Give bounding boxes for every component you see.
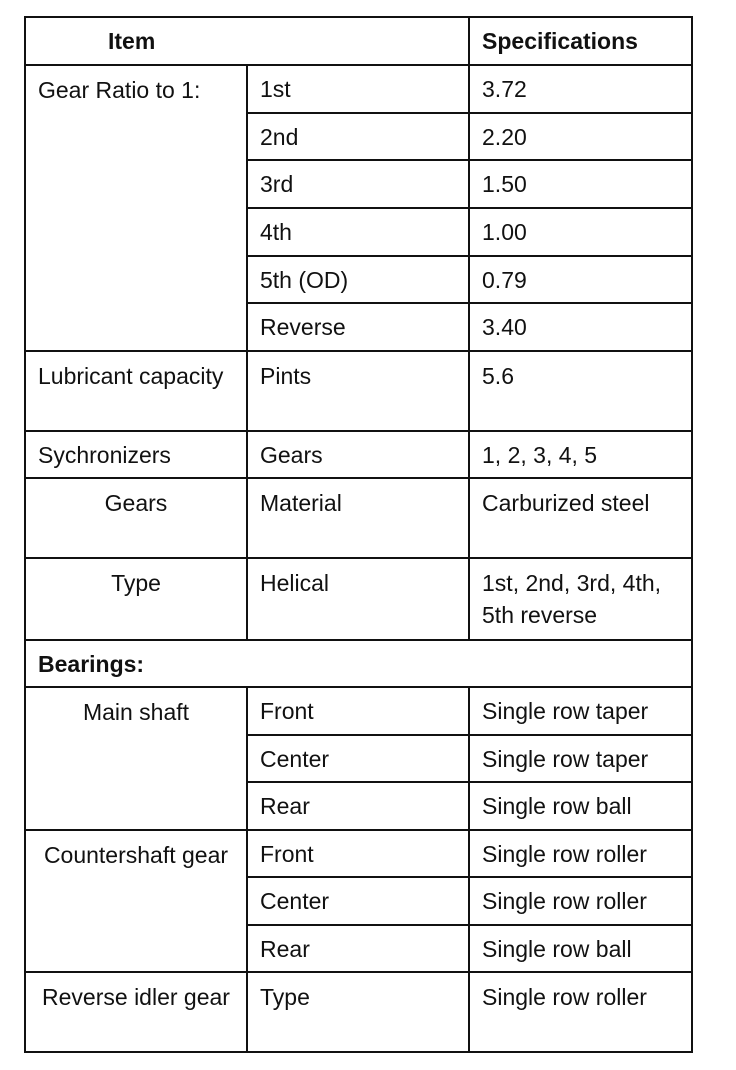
gear-ratio-value: 3.72 — [469, 65, 692, 113]
bearings-heading: Bearings: — [25, 640, 692, 687]
table-row — [25, 830, 692, 877]
header-item: Item — [25, 17, 469, 65]
main-shaft-label: Main shaft — [25, 687, 247, 830]
bearing-position: Front — [247, 687, 469, 735]
header-specifications: Specifications — [469, 17, 692, 65]
gear-ratio-name: 5th (OD) — [247, 256, 469, 303]
gear-ratio-name: Reverse — [247, 303, 469, 351]
gears-value: Carburized steel — [469, 478, 692, 558]
synchronizers-value: 1, 2, 3, 4, 5 — [469, 431, 692, 478]
header-row — [25, 17, 692, 65]
reverse-idler-label: Reverse idler gear — [25, 972, 247, 1052]
specifications-table — [24, 16, 693, 1053]
gear-ratio-name: 2nd — [247, 113, 469, 160]
bearing-position: Center — [247, 735, 469, 782]
table-row — [25, 431, 692, 478]
bearing-type: Single row ball — [469, 925, 692, 972]
gear-ratio-name: 3rd — [247, 160, 469, 208]
gear-ratio-value: 1.00 — [469, 208, 692, 256]
lubricant-unit: Pints — [247, 351, 469, 431]
gear-ratio-label: Gear Ratio to 1: — [25, 65, 247, 351]
synchronizers-label: Sychronizers — [25, 431, 247, 478]
bearing-type: Single row ball — [469, 782, 692, 830]
bearing-position: Front — [247, 830, 469, 877]
type-value: 1st, 2nd, 3rd, 4th, 5th reverse — [469, 558, 692, 640]
gear-ratio-name: 4th — [247, 208, 469, 256]
table-row — [25, 478, 692, 558]
bearing-type: Single row taper — [469, 687, 692, 735]
gear-ratio-value: 1.50 — [469, 160, 692, 208]
gear-ratio-name: 1st — [247, 65, 469, 113]
bearing-position: Rear — [247, 925, 469, 972]
gear-ratio-value: 0.79 — [469, 256, 692, 303]
countershaft-label: Countershaft gear — [25, 830, 247, 972]
bearing-type: Single row roller — [469, 877, 692, 925]
table-row — [25, 687, 692, 735]
table-row — [25, 351, 692, 431]
reverse-idler-value: Single row roller — [469, 972, 692, 1052]
bearing-type: Single row taper — [469, 735, 692, 782]
lubricant-value: 5.6 — [469, 351, 692, 431]
table-row — [25, 558, 692, 640]
bearing-position: Rear — [247, 782, 469, 830]
gears-label: Gears — [25, 478, 247, 558]
gears-sub: Material — [247, 478, 469, 558]
bearing-position: Center — [247, 877, 469, 925]
gear-ratio-value: 3.40 — [469, 303, 692, 351]
bearing-type: Single row roller — [469, 830, 692, 877]
reverse-idler-sub: Type — [247, 972, 469, 1052]
table-row — [25, 972, 692, 1052]
gear-ratio-value: 2.20 — [469, 113, 692, 160]
table-row — [25, 65, 692, 113]
synchronizers-sub: Gears — [247, 431, 469, 478]
section-row — [25, 640, 692, 687]
lubricant-label: Lubricant capacity — [25, 351, 247, 431]
type-label: Type — [25, 558, 247, 640]
type-sub: Helical — [247, 558, 469, 640]
